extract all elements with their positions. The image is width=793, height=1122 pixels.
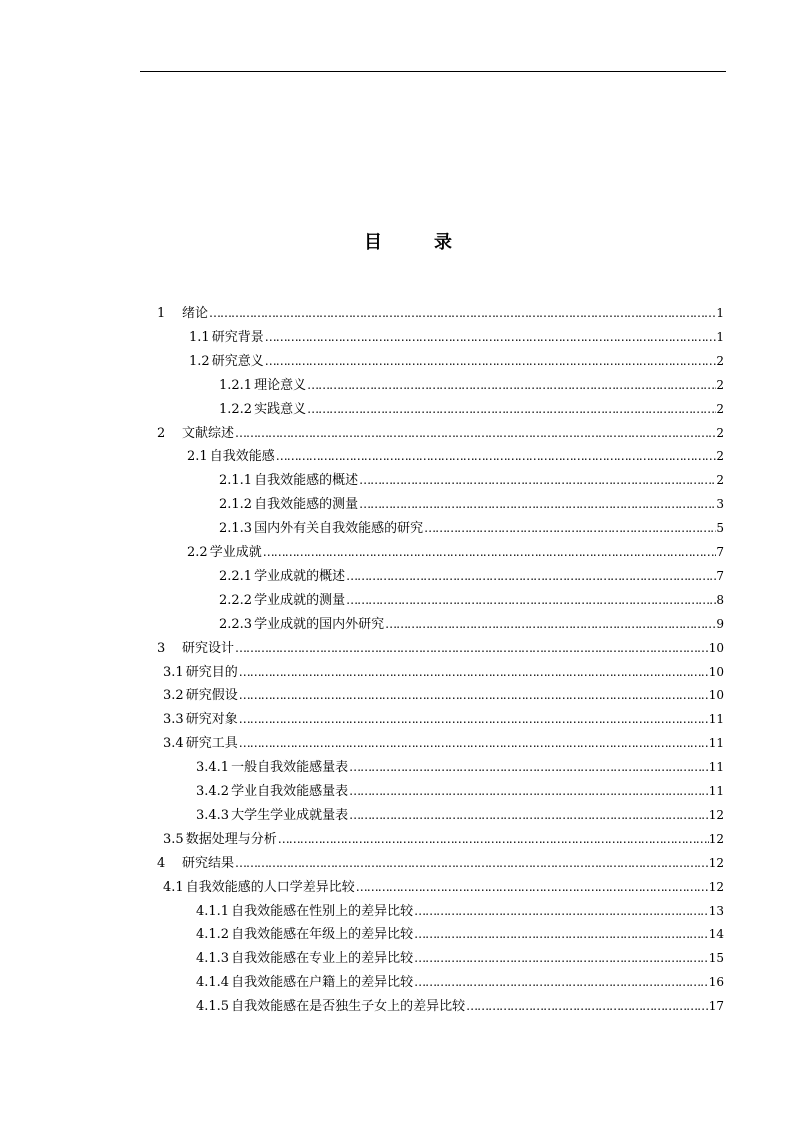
toc-entry-page: 1 — [716, 306, 724, 320]
toc-entry[interactable] — [196, 805, 724, 825]
toc-entry-number: 4.1.4 — [196, 975, 230, 991]
toc-entry[interactable] — [196, 781, 724, 801]
toc-entry[interactable] — [196, 996, 724, 1016]
toc-entry-page: 15 — [708, 951, 724, 966]
toc-entry[interactable] — [163, 662, 724, 682]
toc-entry-number: 4.1 — [163, 879, 184, 895]
toc-entry-number: 1.2.1 — [219, 377, 253, 393]
toc-entry[interactable] — [163, 733, 724, 753]
toc-entry[interactable] — [196, 924, 724, 944]
toc-entry-page: 1 — [716, 329, 724, 344]
toc-entry-title: 数据处理与分析 — [185, 831, 277, 847]
toc-entry-title: 学业成就 — [209, 545, 262, 560]
toc-entry-page: 2 — [716, 353, 724, 368]
toc-entry-title: 理论意义 — [254, 377, 307, 393]
toc-entry-page: 11 — [708, 736, 724, 751]
toc-entry-page: 12 — [708, 831, 724, 846]
toc-entry-page: 2 — [716, 377, 724, 392]
toc-entry[interactable] — [219, 518, 724, 538]
toc-entry-number: 3.4.3 — [196, 807, 230, 823]
toc-entry-page: 2 — [716, 449, 724, 464]
toc-leader-dots — [262, 542, 717, 562]
toc-entry-page: 10 — [708, 640, 724, 655]
toc-entry-number: 3.3 — [163, 712, 184, 728]
toc-entry-number: 4.1.3 — [196, 951, 230, 967]
toc-leader-dots — [345, 566, 716, 586]
toc-entry-page: 11 — [708, 760, 724, 775]
toc-leader-dots — [345, 590, 716, 610]
toc-entry[interactable] — [163, 829, 724, 849]
toc-leader-dots — [355, 877, 709, 897]
toc-leader-dots — [413, 901, 709, 921]
toc-entry-title: 研究背景 — [211, 329, 264, 345]
toc-leader-dots — [465, 996, 709, 1016]
toc-entry-title: 学业成就的国内外研究 — [254, 616, 385, 632]
toc-entry-title: 文献综述 — [182, 425, 235, 441]
toc-entry-number: 3.5 — [163, 831, 184, 847]
toc-entry-title: 学业成就的概述 — [254, 568, 346, 584]
toc-entry-page: 10 — [708, 664, 724, 679]
toc-entry[interactable] — [157, 303, 724, 323]
toc-leader-dots — [234, 853, 709, 873]
toc-entry-title: 自我效能感在年级上的差异比较 — [231, 927, 414, 943]
toc-leader-dots — [348, 805, 709, 825]
toc-leader-dots — [277, 829, 709, 849]
toc-entry-number: 2.1.3 — [219, 521, 253, 537]
toc-entry-number: 4.1.5 — [196, 999, 230, 1015]
toc-leader-dots — [238, 685, 709, 705]
toc-entry-page: 13 — [708, 903, 724, 918]
toc-leader-dots — [423, 518, 716, 538]
toc-entry[interactable] — [219, 470, 724, 490]
toc-entry-title: 自我效能感的概述 — [254, 473, 359, 489]
toc-leader-dots — [264, 327, 717, 347]
toc-leader-dots — [238, 733, 709, 753]
toc-entry-page: 5 — [716, 521, 724, 536]
toc-entry[interactable] — [196, 901, 724, 921]
toc-entry-number: 1 — [157, 306, 166, 321]
toc-entry-title: 自我效能感在性别上的差异比较 — [231, 903, 414, 919]
toc-entry-page: 16 — [708, 975, 724, 990]
toc-entry-title: 研究结果 — [182, 855, 235, 871]
toc-entry-number: 2.2.1 — [219, 568, 253, 584]
toc-entry-page: 8 — [716, 592, 724, 607]
toc-entry-number: 2 — [157, 425, 166, 441]
toc-entry-number: 3.1 — [163, 664, 184, 680]
toc-entry-number: 1.1 — [189, 329, 210, 345]
toc-entry[interactable] — [157, 853, 724, 873]
page-title: 目录 — [364, 232, 504, 253]
toc-entry-title: 研究假设 — [185, 688, 238, 704]
toc-entry-title: 大学生学业成就量表 — [231, 807, 349, 823]
toc-entry-title: 自我效能感 — [209, 449, 275, 465]
header-rule — [140, 71, 726, 72]
toc-leader-dots — [208, 303, 716, 323]
toc-entry-number: 3.2 — [163, 688, 184, 704]
toc-entry-number: 2.2 — [187, 545, 208, 560]
toc-entry-number: 3.4 — [163, 736, 184, 752]
toc-entry-page: 9 — [716, 616, 724, 631]
toc-leader-dots — [413, 948, 709, 968]
toc-entry-number: 1.2.2 — [219, 401, 253, 417]
toc-entry[interactable] — [219, 566, 724, 586]
toc-leader-dots — [306, 375, 716, 395]
toc-entry-number: 4.1.1 — [196, 903, 230, 919]
toc-entry-number: 2.2.3 — [219, 616, 253, 632]
toc-leader-dots — [238, 709, 709, 729]
toc-entry-page: 11 — [708, 712, 724, 727]
toc-entry-number: 3.4.2 — [196, 784, 230, 799]
toc-entry-title: 学业成就的测量 — [254, 592, 346, 608]
toc-entry-number: 4 — [157, 855, 166, 871]
toc-entry[interactable] — [196, 948, 724, 968]
toc-leader-dots — [234, 638, 709, 658]
toc-entry[interactable] — [163, 709, 724, 729]
toc-entry-title: 实践意义 — [254, 401, 307, 417]
toc-leader-dots — [264, 351, 717, 371]
toc-entry-number: 2.1.2 — [219, 497, 253, 513]
toc-entry-page: 17 — [708, 999, 724, 1014]
toc-entry[interactable] — [163, 877, 724, 897]
toc-entry-title: 研究对象 — [185, 712, 238, 728]
toc-leader-dots — [384, 614, 716, 634]
toc-entry-page: 7 — [716, 568, 724, 583]
toc-leader-dots — [238, 662, 709, 682]
toc-entry-page: 12 — [708, 855, 724, 870]
toc-leader-dots — [413, 924, 709, 944]
toc-entry-page: 10 — [708, 688, 724, 703]
toc-entry-title: 自我效能感在户籍上的差异比较 — [231, 975, 414, 991]
toc-leader-dots — [234, 423, 716, 443]
toc-entry[interactable] — [219, 399, 724, 419]
toc-entry[interactable] — [219, 494, 724, 514]
toc-entry-page: 11 — [708, 784, 724, 798]
toc-entry-title: 研究意义 — [211, 353, 264, 369]
toc-leader-dots — [306, 399, 716, 419]
toc-entry-title: 自我效能感的人口学差异比较 — [185, 879, 355, 895]
toc-entry-title: 自我效能感的测量 — [254, 497, 359, 513]
toc-entry-title: 国内外有关自我效能感的研究 — [254, 521, 424, 537]
toc-leader-dots — [358, 494, 716, 514]
toc-entry-page: 7 — [716, 545, 724, 559]
toc-entry-page: 14 — [708, 927, 724, 942]
toc-entry-page: 2 — [716, 473, 724, 488]
toc-entry[interactable] — [219, 590, 724, 610]
toc-entry-number: 1.2 — [189, 353, 210, 369]
toc-leader-dots — [348, 757, 709, 777]
toc-entry-number: 2.1 — [187, 449, 208, 465]
toc-entry-page: 2 — [716, 425, 724, 440]
toc-entry-title: 研究工具 — [185, 736, 238, 752]
toc-entry[interactable] — [187, 542, 724, 562]
toc-entry[interactable] — [157, 638, 724, 658]
toc-entry-page: 2 — [716, 401, 724, 416]
toc-entry[interactable] — [187, 446, 724, 466]
toc-entry[interactable] — [189, 351, 724, 371]
toc-entry-number: 3 — [157, 640, 166, 656]
toc-entry[interactable] — [163, 685, 724, 705]
toc-entry[interactable] — [219, 375, 724, 395]
toc-entry-page: 12 — [708, 879, 724, 894]
toc-entry[interactable] — [189, 327, 724, 347]
toc-entry[interactable] — [196, 757, 724, 777]
toc-entry-title: 绪论 — [182, 306, 209, 321]
toc-entry-title: 一般自我效能感量表 — [231, 760, 349, 776]
toc-entry-title: 自我效能感在是否独生子女上的差异比较 — [231, 999, 466, 1015]
toc-entry-number: 3.4.1 — [196, 760, 230, 776]
toc-entry-page: 3 — [716, 497, 724, 512]
toc-leader-dots — [358, 470, 716, 490]
toc-entry[interactable] — [196, 972, 724, 992]
toc-entry-title: 研究设计 — [182, 640, 235, 656]
toc-entry-title: 学业自我效能感量表 — [231, 784, 349, 799]
toc-entry-title: 研究目的 — [185, 664, 238, 680]
toc-entry-number: 4.1.2 — [196, 927, 230, 943]
toc-entry[interactable] — [157, 423, 724, 443]
toc-entry-number: 2.1.1 — [219, 473, 253, 489]
toc-entry-title: 自我效能感在专业上的差异比较 — [231, 951, 414, 967]
toc-entry-page: 12 — [708, 807, 724, 822]
toc-leader-dots — [413, 972, 709, 992]
toc-leader-dots — [348, 781, 709, 801]
toc-leader-dots — [275, 446, 717, 466]
toc-entry[interactable] — [219, 614, 724, 634]
toc-entry-number: 2.2.2 — [219, 592, 253, 608]
